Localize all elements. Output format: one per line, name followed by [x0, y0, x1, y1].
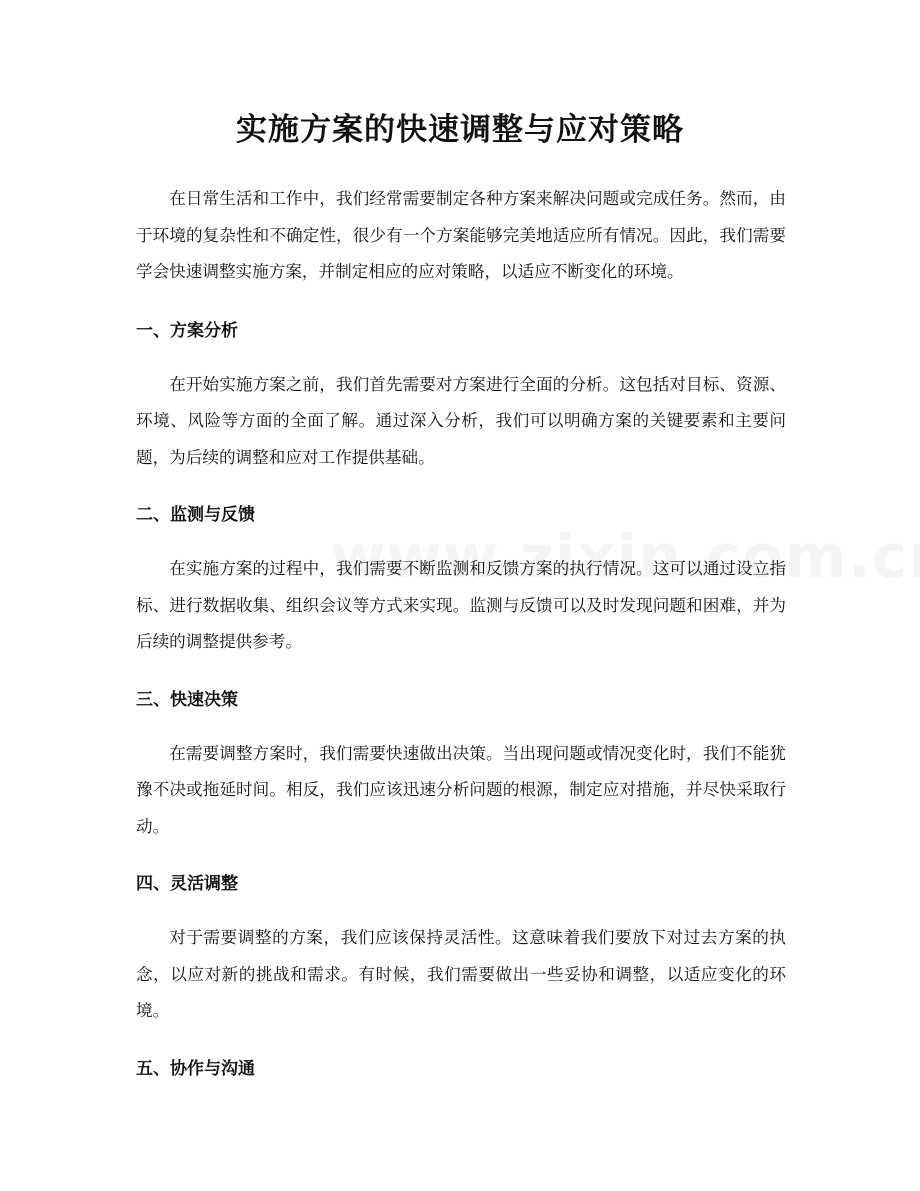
section-body-monitoring: 在实施方案的过程中，我们需要不断监测和反馈方案的执行情况。这可以通过设立指标、进行数据收集、组织会议等方式来实现。监测与反馈可以及时发现问题和困难，并为后续的调整提供参考。 — [136, 559, 786, 651]
page-title: 实施方案的快速调整与应对策略 — [236, 112, 684, 148]
section-heading-analysis: 一、方案分析 — [136, 320, 238, 341]
section-heading-monitoring: 二、监测与反馈 — [136, 505, 255, 525]
section-heading-decision: 三、快速决策 — [136, 689, 238, 710]
intro-paragraph: 在日常生活和工作中，我们经常需要制定各种方案来解决问题或完成任务。然而，由于环境的复杂性和不确定性，很少有一个方案能够完美地适应所有情况。因此，我们需要学会快速调整实施方案，并制定相应的应对策略，以适应不断变化的环境。 — [136, 189, 786, 281]
section-heading-adjustment: 四、灵活调整 — [136, 874, 238, 894]
section-body-adjustment: 对于需要调整的方案，我们应该保持灵活性。这意味着我们要放下对过去方案的执念，以应对新的挑战和需求。有时候，我们需要做出一些妥协和调整，以适应变化的环境。 — [136, 928, 786, 1020]
section-body-decision: 在需要调整方案时，我们需要快速做出决策。当出现问题或情况变化时，我们不能犹豫不决或拖延时间。相反，我们应该迅速分析问题的根源，制定应对措施，并尽快采取行动。 — [136, 743, 786, 836]
section-heading-collaboration: 五、协作与沟通 — [136, 1058, 255, 1079]
section-body-analysis: 在开始实施方案之前，我们首先需要对方案进行全面的分析。这包括对目标、资源、环境、风险等方面的全面了解。通过深入分析，我们可以明确方案的关键要素和主要问题，为后续的调整和应对工作提供基础。 — [136, 374, 786, 467]
document-body — [136, 181, 786, 1105]
